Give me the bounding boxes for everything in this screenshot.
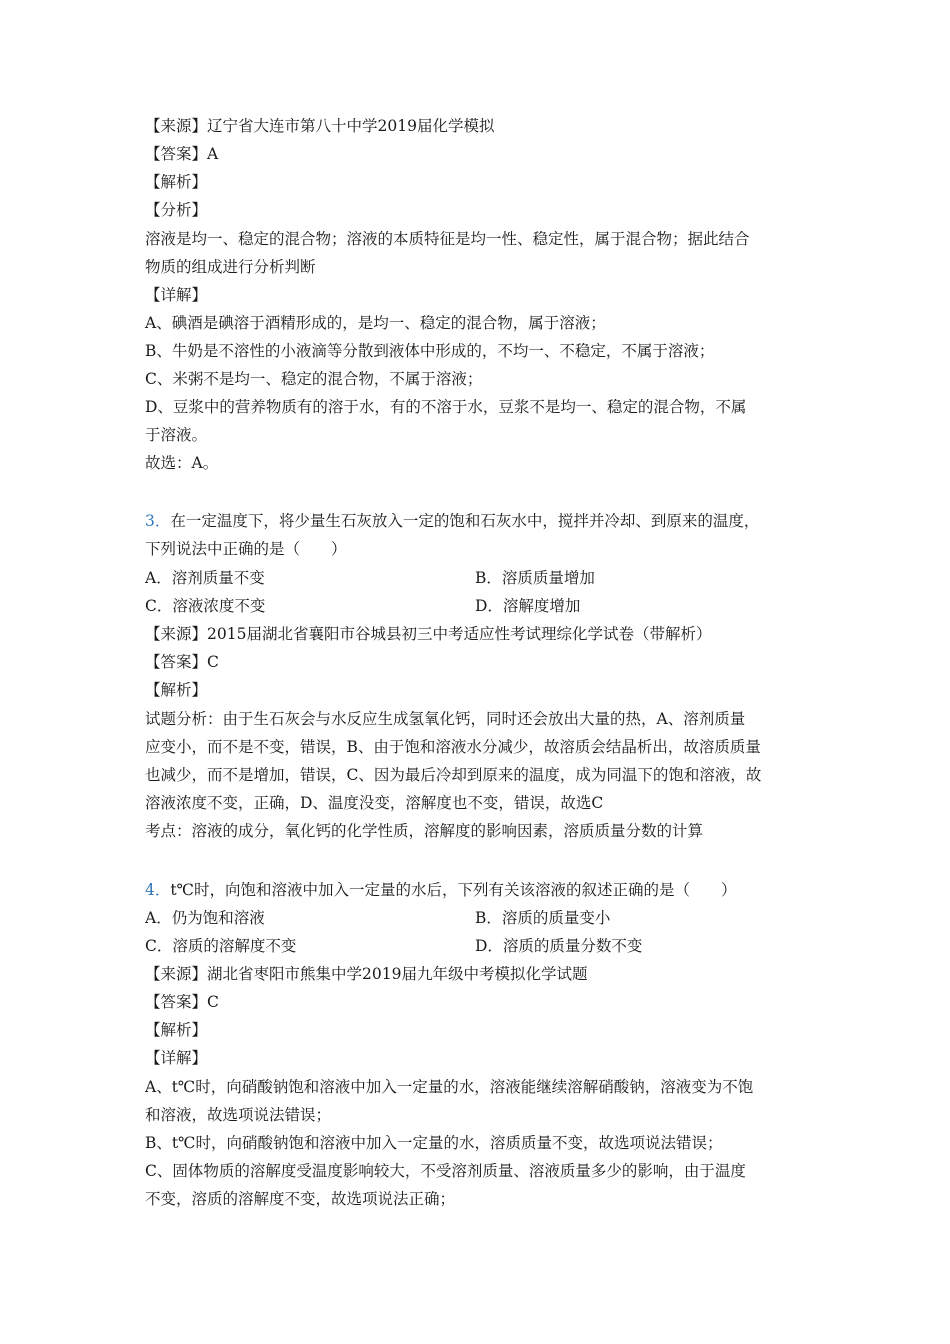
detail-item: A、t℃时，向硝酸钠饱和溶液中加入一定量的水，溶液能继续溶解硝酸钠，溶液变为不饱 <box>145 1078 754 1096</box>
detail-item: C、固体物质的溶解度受温度影响较大，不受溶剂质量、溶液质量多少的影响，由于温度 <box>145 1162 746 1180</box>
option-d: D．溶解度增加 <box>475 597 581 615</box>
analysis-text: 溶液是均一、稳定的混合物；溶液的本质特征是均一性、稳定性，属于混合物；据此结合 <box>145 230 750 248</box>
detail-heading: 【详解】 <box>145 1049 208 1067</box>
question-number: 4． <box>145 881 171 899</box>
option-a: A．仍为饱和溶液 <box>145 909 265 927</box>
kaodian-line: 考点：溶液的成分，氧化钙的化学性质，溶解度的影响因素，溶质质量分数的计算 <box>145 822 704 840</box>
source-line: 【来源】2015届湖北省襄阳市谷城县初三中考适应性考试理综化学试卷（带解析） <box>145 625 712 643</box>
question-text: 下列说法中正确的是（ ） <box>145 540 347 558</box>
jiexi-heading: 【解析】 <box>145 681 208 699</box>
analysis-text: 溶液浓度不变，正确，D、温度没变，溶解度也不变，错误，故选C <box>145 794 604 812</box>
jiexi-heading: 【解析】 <box>145 1021 208 1039</box>
option-b: B．溶质质量增加 <box>475 569 595 587</box>
fenxi-heading: 【分析】 <box>145 201 208 219</box>
analysis-text: 也减少，而不是增加，错误，C、因为最后冷却到原来的温度，成为同温下的饱和溶液，故 <box>145 766 762 784</box>
source-line: 【来源】湖北省枣阳市熊集中学2019届九年级中考模拟化学试题 <box>145 965 588 983</box>
detail-item: 于溶液。 <box>145 426 208 444</box>
option-a: A．溶剂质量不变 <box>145 569 265 587</box>
jiexi-heading: 【解析】 <box>145 173 208 191</box>
detail-item: D、豆浆中的营养物质有的溶于水，有的不溶于水，豆浆不是均一、稳定的混合物，不属 <box>145 398 747 416</box>
option-c: C．溶液浓度不变 <box>145 597 266 615</box>
detail-item: 和溶液，故选项说法错误； <box>145 1106 332 1124</box>
option-d: D．溶质的质量分数不变 <box>475 937 643 955</box>
answer-line: 【答案】A <box>145 145 219 163</box>
detail-item: 不变，溶质的溶解度不变，故选项说法正确； <box>145 1190 456 1208</box>
detail-heading: 【详解】 <box>145 286 208 304</box>
question-3-stem <box>145 511 759 531</box>
question-4-stem <box>145 880 736 900</box>
analysis-text: 应变小，而不是不变，错误，B、由于饱和溶液水分减少，故溶质会结晶析出，故溶质质量 <box>145 738 761 756</box>
analysis-text: 物质的组成进行分析判断 <box>145 258 316 276</box>
analysis-text: 试题分析：由于生石灰会与水反应生成氢氧化钙，同时还会放出大量的热，A、溶剂质量 <box>145 710 746 728</box>
detail-item: B、牛奶是不溶性的小液滴等分散到液体中形成的，不均一、不稳定，不属于溶液； <box>145 342 715 360</box>
question-text: t℃时，向饱和溶液中加入一定量的水后，下列有关该溶液的叙述正确的是（ ） <box>170 881 737 899</box>
detail-item: B、t℃时，向硝酸钠饱和溶液中加入一定量的水，溶质质量不变，故选项说法错误； <box>145 1134 723 1152</box>
option-b: B．溶质的质量变小 <box>475 909 611 927</box>
answer-line: 【答案】C <box>145 993 219 1011</box>
conclusion-line: 故选：A。 <box>145 454 219 472</box>
question-number: 3． <box>145 512 171 530</box>
question-text: 在一定温度下，将少量生石灰放入一定的饱和石灰水中，搅拌并冷却、到原来的温度， <box>170 512 760 530</box>
detail-item: A、碘酒是碘溶于酒精形成的，是均一、稳定的混合物，属于溶液； <box>145 314 606 332</box>
option-c: C．溶质的溶解度不变 <box>145 937 297 955</box>
answer-line: 【答案】C <box>145 653 219 671</box>
detail-item: C、米粥不是均一、稳定的混合物，不属于溶液； <box>145 370 483 388</box>
source-line: 【来源】辽宁省大连市第八十中学2019届化学模拟 <box>145 117 495 135</box>
